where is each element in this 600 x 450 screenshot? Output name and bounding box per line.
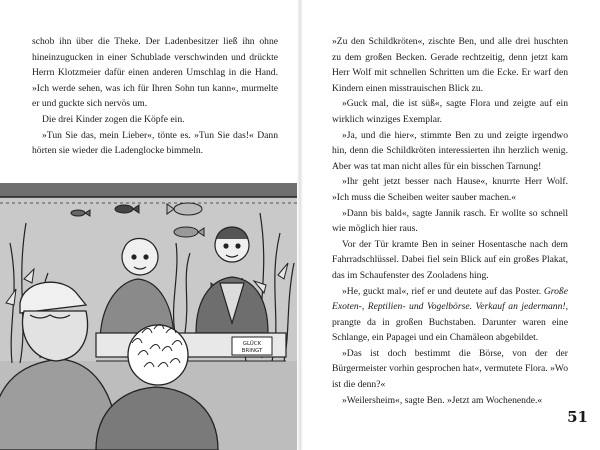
paragraph: »Zu den Schildkröten«, zischte Ben, und alle drei huschten zu dem großen Becken. Gerade rechtzeitig, denn jetzt kam Herr Wolf mit schnellen Schritten um die Ecke. Er warf den Kindern einen misstrauischen Blick zu. bbox=[332, 36, 568, 94]
counter-sign bbox=[232, 337, 272, 355]
paragraph: »Weilersheim«, sagte Ben. »Jetzt am Wochenende.« bbox=[342, 394, 543, 406]
aquarium-shop-illustration bbox=[0, 183, 297, 450]
paragraph: »Ja, und die hier«, stimmte Ben zu und zeigte irgendwo hin, denn die Schildkröten interessierten ihn herzlich wenig. Aber was tat man nicht alles für ein bisschen Tarnung! bbox=[332, 129, 568, 172]
paragraph: »Ihr geht jetzt besser nach Hause«, knurrte Herr Wolf. »Ich muss die Scheiben weiter sauber machen.« bbox=[332, 176, 568, 203]
paragraph: Vor der Tür kramte Ben in seiner Hosentasche nach dem Fahrradschlüssel. Dabei fiel sein Blick auf ein großes Plakat, das im Schaufenster des Zooladens hing. bbox=[332, 238, 568, 281]
paragraph: schob ihn über die Theke. Der Ladenbesitzer ließ ihn ohne hineinzugucken in einer Schublade verschwinden und drückte Herrn Klotzmeier dafür einen anderen Umschlag in die Hand. »Ich werde sehen, was ich für Ihren Sohn tun kann«, murmelte er und guckte sich nervös um. bbox=[32, 36, 278, 110]
paragraph: »Dann bis bald«, sagte Jannik rasch. Er wollte so schnell wie möglich hier raus. bbox=[332, 207, 568, 235]
counter-sign-line2: BRINGT bbox=[241, 348, 263, 354]
paragraph: »Guck mal, die ist süß«, sagte Flora und zeigte auf ein wirklich winziges Exemplar. bbox=[332, 98, 568, 125]
counter-sign-line1: GLÜCK bbox=[242, 341, 262, 347]
right-page-text bbox=[332, 34, 568, 408]
paragraph: »Das ist doch bestimmt die Börse, von der der Bürgermeister vorhin gesprochen hat«, vermutete Flora. »Wo ist die denn?« bbox=[332, 347, 568, 391]
poster-paragraph bbox=[332, 284, 568, 346]
paragraph: Die drei Kinder zogen die Köpfe ein. bbox=[42, 113, 185, 125]
poster-paragraph-after: , prangte da in großen Buchstaben. Darunter waren eine Schlange, ein Papagei und ein Chamäleon abgebildet. bbox=[332, 301, 568, 344]
poster-paragraph-before: »He, guckt mal«, rief er und deutete auf das Poster. bbox=[342, 285, 544, 297]
left-page-text bbox=[32, 34, 278, 159]
poster-quote: Große Exoten-, Reptilien- und Vogelbörse. Verkauf an jedermann! bbox=[332, 285, 568, 313]
right-page bbox=[300, 0, 600, 450]
page-number: 51 bbox=[567, 408, 588, 426]
paragraph: »Tun Sie das, mein Lieber«, tönte es. »Tun Sie das!« Dann hörten sie wieder die Ladenglocke bimmeln. bbox=[32, 129, 278, 157]
